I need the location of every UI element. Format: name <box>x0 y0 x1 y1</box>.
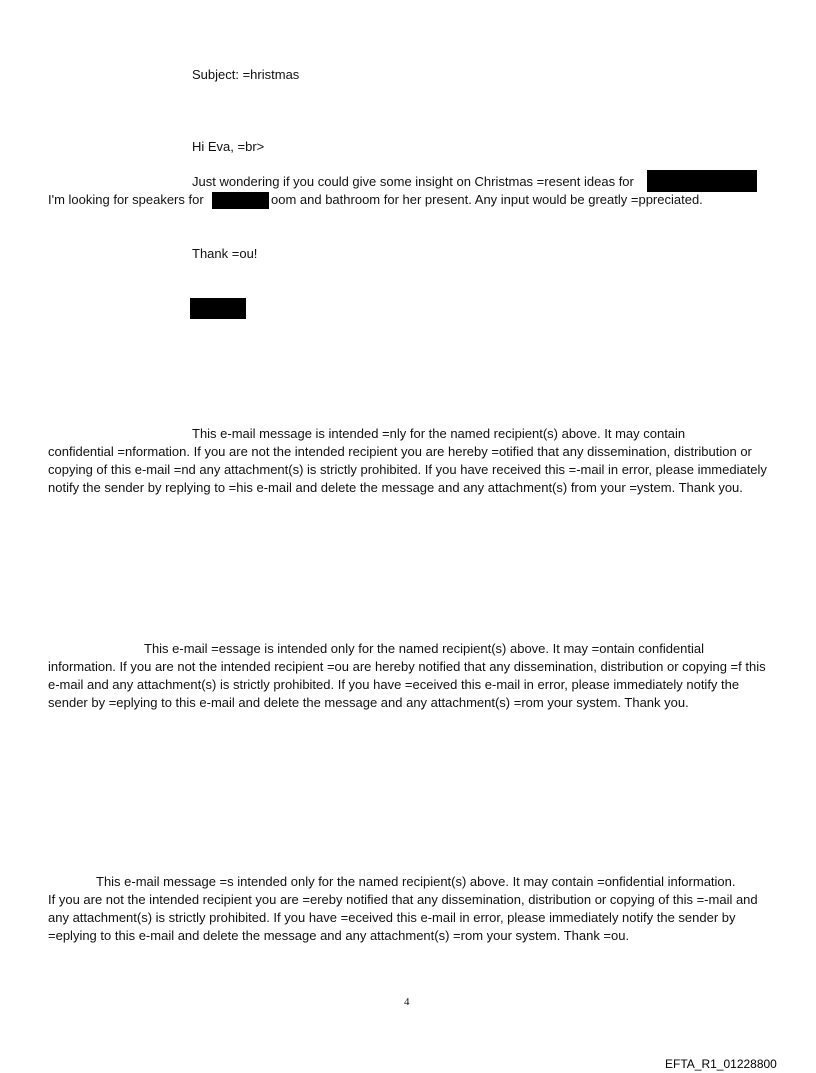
email-body-line-1: Just wondering if you could give some insight on Christmas =resent ideas for <box>192 174 634 189</box>
disclaimer-paragraph <box>48 425 768 497</box>
disclaimer-rest: information. If you are not the intended recipient =ou are hereby notified that any dissemination, distribution or copying =f this e-mail and any attachment(s) is strictly prohibited. If you have =eceived this e-mail in error, please immediately notify the sender by =eplying to this e-mail and delete the message and any attachment(s) =rom your system. Thank you. <box>48 659 766 710</box>
email-subject: Subject: =hristmas <box>192 67 300 82</box>
disclaimer-first-line: This e-mail message is intended =nly for the named recipient(s) above. It may contain <box>192 426 686 441</box>
disclaimer-rest: confidential =nformation. If you are not the intended recipient you are hereby =otified that any dissemination, distribution or copying of this e-mail =nd any attachment(s) is strictly prohibited. If you have received this =-mail in error, please immediately notify the sender by replying to =his e-mail and delete the message and any attachment(s) from your =ystem. Thank you. <box>48 444 767 495</box>
disclaimer-paragraph <box>48 873 768 945</box>
disclaimer-paragraph <box>48 640 768 712</box>
disclaimer-first-line: This e-mail message =s intended only for the named recipient(s) above. It may contain =onfidential information. <box>96 874 736 889</box>
page-number: 4 <box>404 996 410 1008</box>
redaction-block-signature <box>190 298 246 319</box>
disclaimer-first-line: This e-mail =essage is intended only for the named recipient(s) above. It may =ontain confidential <box>144 641 705 656</box>
email-body-line-2b: oom and bathroom for her present. Any input would be greatly =ppreciated. <box>271 192 703 207</box>
redaction-block <box>212 192 269 209</box>
email-sign-off: Thank =ou! <box>192 246 258 261</box>
email-greeting: Hi Eva, =br> <box>192 139 265 154</box>
email-body-line-2a: I'm looking for speakers for <box>48 192 204 207</box>
redaction-block <box>647 170 757 192</box>
disclaimer-rest: If you are not the intended recipient you are =ereby notified that any dissemination, distribution or copying of this =-mail and any attachment(s) is strictly prohibited. If you have =eceived this e-mail in error, please immediately notify the sender by =eplying to this e-mail and delete the message and any attachment(s) =rom your system. Thank =ou. <box>48 892 758 943</box>
document-id: EFTA_R1_01228800 <box>665 1057 777 1071</box>
